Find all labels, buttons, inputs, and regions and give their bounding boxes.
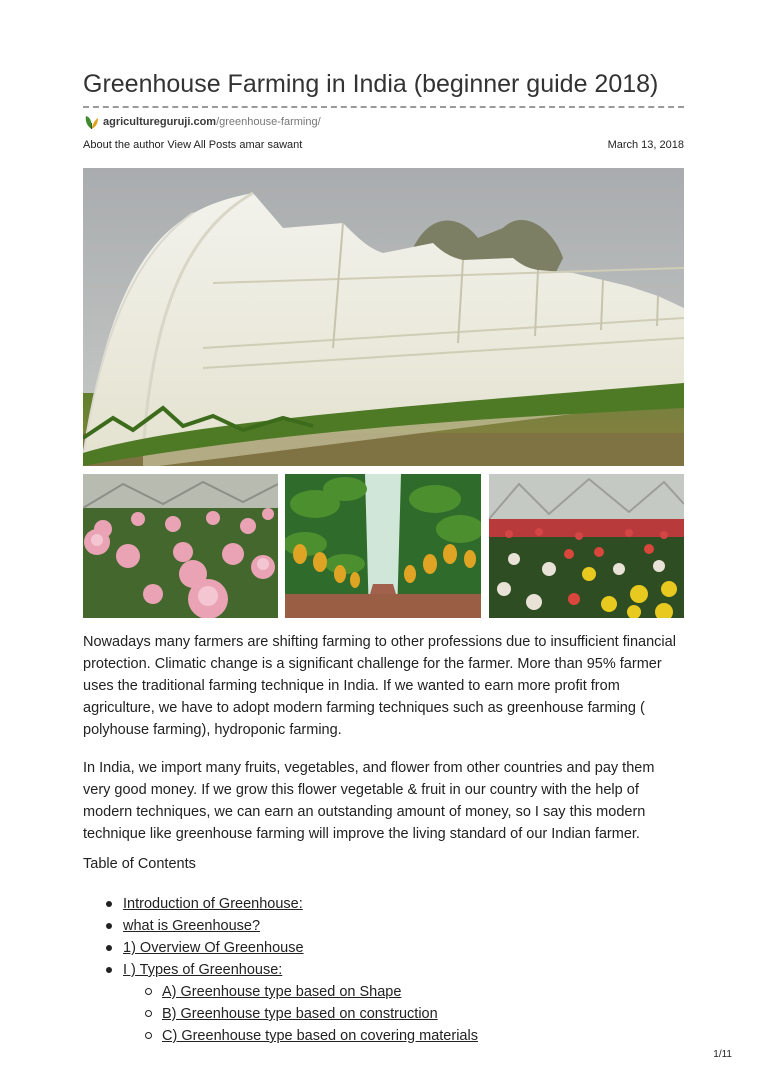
- toc-subitem: [83, 1025, 684, 1047]
- site-logo-icon: [83, 114, 100, 131]
- toc-heading: Table of Contents: [83, 856, 196, 872]
- toc-item: [83, 915, 684, 937]
- intro-paragraph: Nowadays many farmers are shifting farming to other professions due to insufficient financial protection. Climatic change is a significant challenge for the farmer. More than 95% farmer uses the traditional farming technique in India. If we wanted to earn more profit from agriculture, we have to adopt modern farming techniques such as greenhouse farming ( polyhouse farming), hydroponic farming.: [83, 634, 676, 738]
- gerbera-flowers-image: [489, 474, 684, 618]
- toc-subitem: [83, 1003, 684, 1025]
- toc-link-overview[interactable]: 1) Overview Of Greenhouse: [123, 940, 304, 956]
- toc-item: [83, 937, 684, 959]
- source-line: [83, 113, 321, 131]
- bullet-icon: [145, 1032, 152, 1039]
- greenhouse-hero-image: [83, 168, 684, 466]
- toc-link-introduction[interactable]: Introduction of Greenhouse:: [123, 896, 303, 912]
- table-of-contents: [83, 893, 684, 1047]
- import-paragraph: In India, we import many fruits, vegetables, and flower from other countries and pay them very good money. If we grow this flower vegetable & fruit in our country with the help of modern techniques, we can earn an outstanding amount of money, so I say this modern technique like greenhouse farming will improve the living standard of our Indian farmer.: [83, 760, 655, 842]
- source-path: /greenhouse-farming/: [216, 116, 321, 128]
- bullet-icon: [106, 967, 112, 973]
- bullet-icon: [106, 923, 112, 929]
- toc-item: [83, 893, 684, 915]
- toc-item: [83, 959, 684, 981]
- capsicum-greenhouse-image: [285, 474, 481, 618]
- toc-link-what-is-greenhouse[interactable]: what is Greenhouse?: [123, 918, 261, 934]
- toc-link-type-covering[interactable]: C) Greenhouse type based on covering materials: [162, 1028, 478, 1044]
- page-title: Greenhouse Farming in India (beginner guide 2018): [83, 70, 659, 98]
- source-domain[interactable]: agricultureguruji.com: [103, 116, 217, 128]
- publish-date: March 13, 2018: [607, 139, 684, 151]
- toc-subitem: [83, 981, 684, 1003]
- toc-link-types[interactable]: I ) Types of Greenhouse:: [123, 962, 283, 978]
- bullet-icon: [145, 1010, 152, 1017]
- title-divider: [83, 106, 684, 108]
- toc-link-type-construction[interactable]: B) Greenhouse type based on construction: [162, 1006, 438, 1022]
- bullet-icon: [106, 945, 112, 951]
- toc-link-type-shape[interactable]: A) Greenhouse type based on Shape: [162, 984, 402, 1000]
- author-line: About the author View All Posts amar sawant: [83, 139, 303, 151]
- bullet-icon: [106, 901, 112, 907]
- bullet-icon: [145, 988, 152, 995]
- page-number: 1/11: [713, 1049, 732, 1060]
- carnation-flowers-image: [83, 474, 278, 618]
